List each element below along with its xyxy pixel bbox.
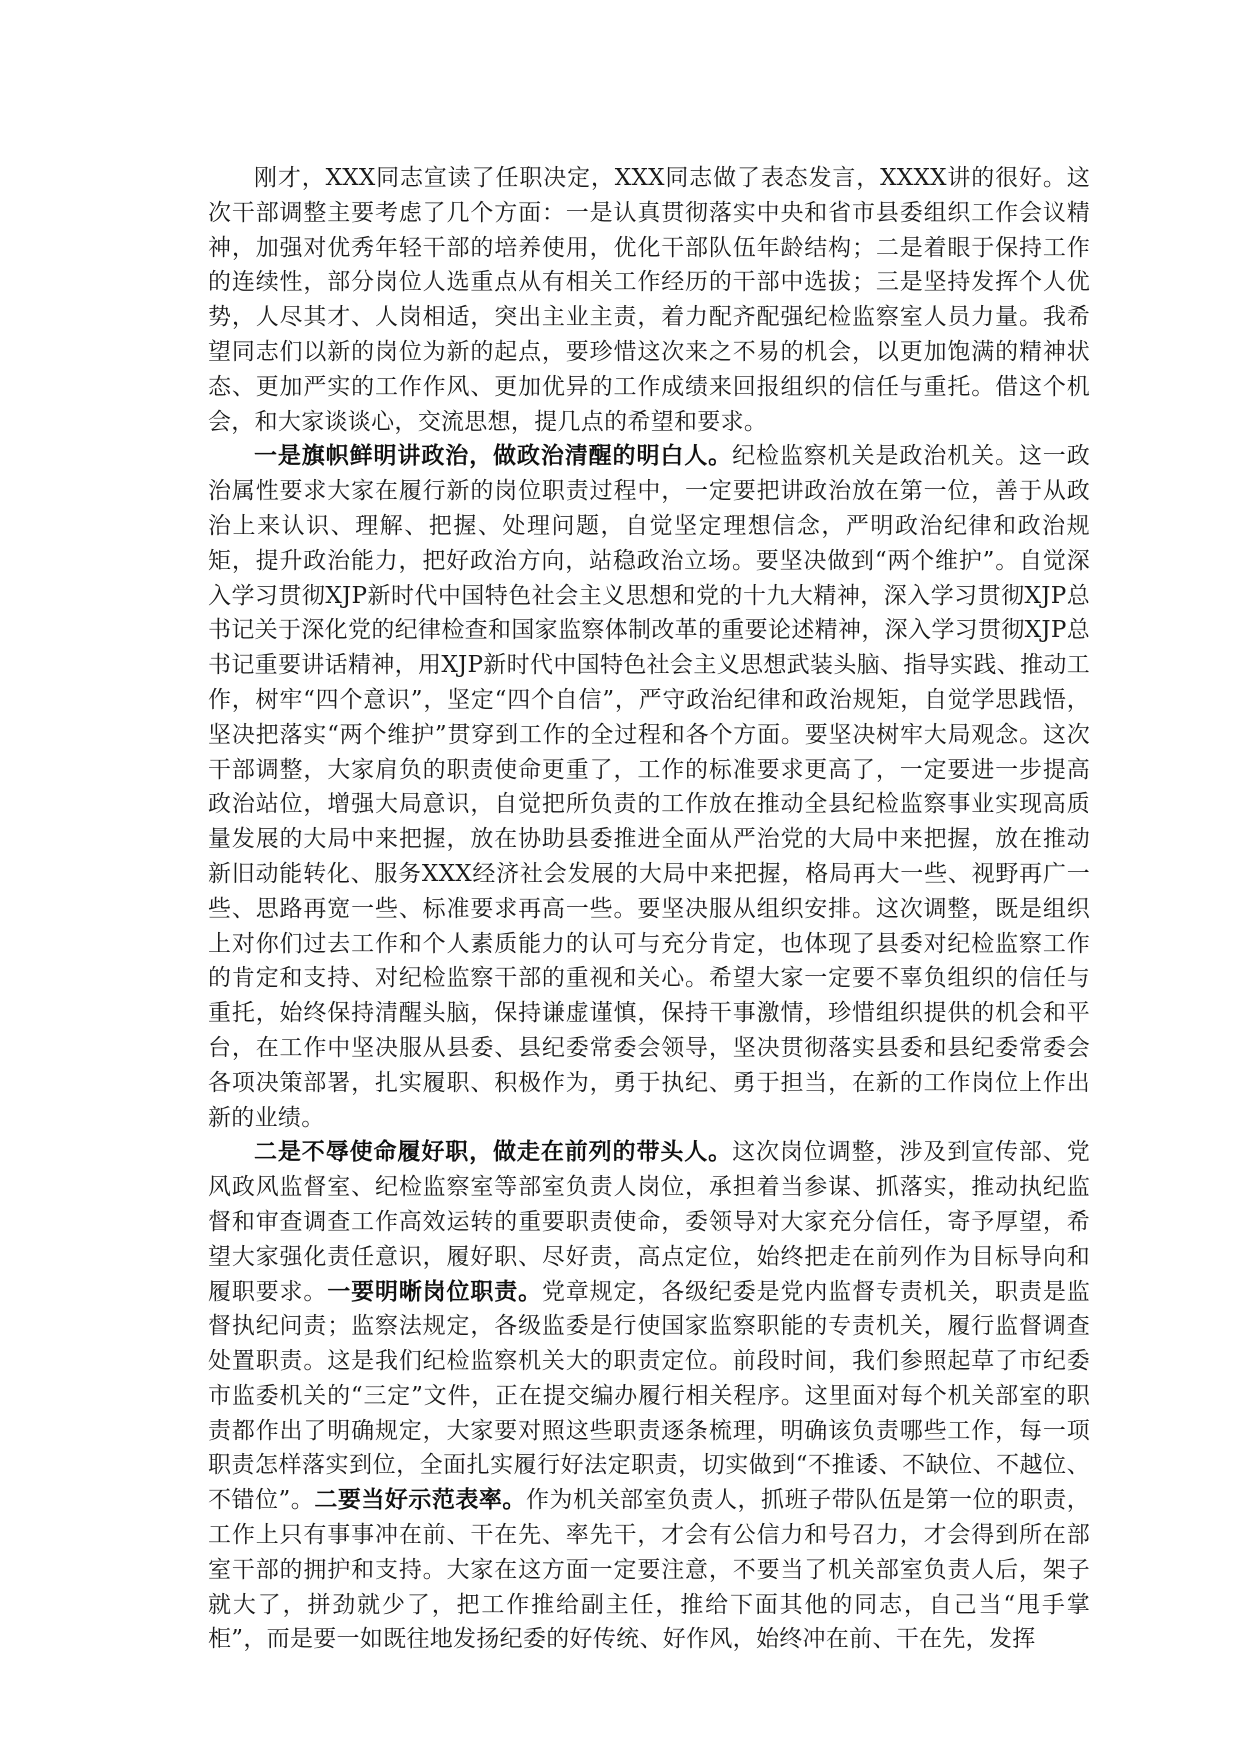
paragraph-text: 作为机关部室负责人，抓班子带队伍是第一位的职责，工作上只有事事冲在前、干在先、率先干，才会有公信力和号召力，才会得到所在部室干部的拥护和支持。大家在这方面一定要注意，不要当了机关部室负责人后，架子就大了，拼劲就少了，把工作推给副主任，推给下面其他的同志，自己当“甩手掌柜”，而是要一如既往地发扬纪委的好传统、好作风，始终冲在前、干在先，发挥 xyxy=(208,1487,1091,1653)
sub-point-heading: 一要明晰岗位职责。 xyxy=(327,1277,542,1305)
paragraph-point-two xyxy=(208,1135,1090,1657)
paragraph-intro xyxy=(208,161,1090,439)
point-heading: 一是旗帜鲜明讲政治，做政治清醒的明白人。 xyxy=(254,442,733,470)
sub-point-heading: 二要当好示范表率。 xyxy=(314,1486,526,1514)
point-heading: 二是不辱使命履好职，做走在前列的带头人。 xyxy=(254,1138,733,1166)
paragraph-text: 党章规定，各级纪委是党内监督专责机关，职责是监督执纪问责；监察法规定，各级监委是行使国家监察职能的专责机关，履行监督调查处置职责。这是我们纪检监察机关大的职责定位。前段时间，我们参照起草了市纪委市监委机关的“三定”文件，正在提交编办履行相关程序。这里面对每个机关部室的职责都作出了明确规定，大家要对照这些职责逐条梳理，明确该负责哪些工作，每一项职责怎样落实到位，全面扎实履行好法定职责，切实做到“不推诿、不缺位、不越位、不错位”。 xyxy=(208,1278,1091,1514)
document-body xyxy=(208,161,1090,1657)
paragraph-point-one xyxy=(208,439,1090,1135)
paragraph-text: 这次岗位调整，涉及到宣传部、党风政风监督室、纪检监察室等部室负责人岗位，承担着当参谋、抓落实，推动执纪监督和审查调查工作高效运转的重要职责使命，委领导对大家充分信任，寄予厚望，希望大家强化责任意识，履好职、尽好责，高点定位，始终把走在前列作为目标导向和履职要求。 xyxy=(208,1139,1091,1305)
paragraph-text: 刚才，XXX同志宣读了任职决定，XXX同志做了表态发言，XXXX讲的很好。这次干部调整主要考虑了几个方面：一是认真贯彻落实中央和省市县委组织工作会议精神，加强对优秀年轻干部的培养使用，优化干部队伍年龄结构；二是着眼于保持工作的连续性，部分岗位人选重点从有相关工作经历的干部中选拔；三是坚持发挥个人优势，人尽其才、人岗相适，突出主业主责，着力配齐配强纪检监察室人员力量。我希望同志们以新的岗位为新的起点，要珍惜这次来之不易的机会，以更加饱满的精神状态、更加严实的工作作风、更加优异的工作成绩来回报组织的信任与重托。借这个机会，和大家谈谈心，交流思想，提几点的希望和要求。 xyxy=(208,165,1090,435)
paragraph-text: 纪检监察机关是政治机关。这一政治属性要求大家在履行新的岗位职责过程中，一定要把讲政治放在第一位，善于从政治上来认识、理解、把握、处理问题，自觉坚定理想信念，严明政治纪律和政治规矩，提升政治能力，把好政治方向，站稳政治立场。要坚决做到“两个维护”。自觉深入学习贯彻XJP新时代中国特色社会主义思想和党的十九大精神，深入学习贯彻XJP总书记关于深化党的纪律检查和国家监察体制改革的重要论述精神，深入学习贯彻XJP总书记重要讲话精神，用XJP新时代中国特色社会主义思想武装头脑、指导实践、推动工作，树牢“四个意识”，坚定“四个自信”，严守政治纪律和政治规矩，自觉学思践悟，坚决把落实“两个维护”贯穿到工作的全过程和各个方面。要坚决树牢大局观念。这次干部调整，大家肩负的职责使命更重了，工作的标准要求更高了，一定要进一步提高政治站位，增强大局意识，自觉把所负责的工作放在推动全县纪检监察事业实现高质量发展的大局中来把握，放在协助县委推进全面从严治党的大局中来把握，放在推动新旧动能转化、服务XXX经济社会发展的大局中来把握，格局再大一些、视野再广一些、思路再宽一些、标准要求再高一些。要坚决服从组织安排。这次调整，既是组织上对你们过去工作和个人素质能力的认可与充分肯定，也体现了县委对纪检监察工作的肯定和支持、对纪检监察干部的重视和关心。希望大家一定要不辜负组织的信任与重托，始终保持清醒头脑，保持谦虚谨慎，保持干事激情，珍惜组织提供的机会和平台，在工作中坚决服从县委、县纪委常委会领导，坚决贯彻落实县委和县纪委常委会各项决策部署，扎实履职、积极作为，勇于执纪、勇于担当，在新的工作岗位上作出新的业绩。 xyxy=(208,443,1091,1131)
